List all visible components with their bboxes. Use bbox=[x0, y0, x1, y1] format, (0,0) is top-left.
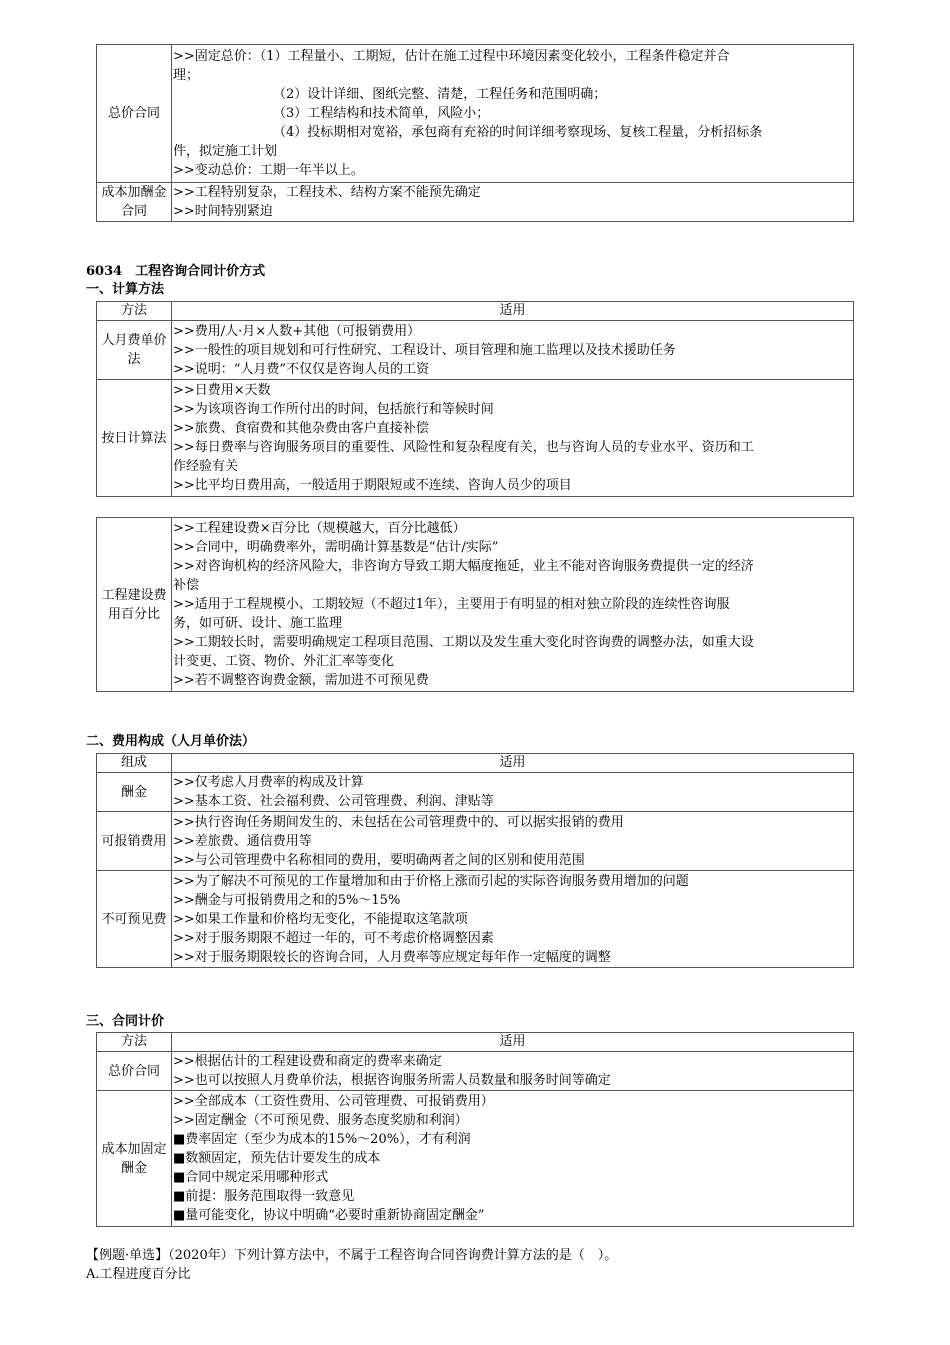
header-col2: 适用 bbox=[172, 1033, 854, 1052]
percentage-method-table bbox=[96, 517, 854, 692]
section3-title: 三、合同计价 bbox=[86, 1014, 165, 1029]
example-option-a: A.工程进度百分比 bbox=[86, 1267, 191, 1282]
row-label: 工程建设费用百分比 bbox=[97, 518, 172, 692]
row-content: >>工程特别复杂，工程技术、结构方案不能预先确定 >>时间特别紧迫 bbox=[172, 183, 854, 222]
row-label: 不可预见费 bbox=[97, 871, 172, 968]
row-content: >>执行咨询任务期间发生的、未包括在公司管理费中的、可以据实报销的费用 >>差旅费、通信费用等 >>与公司管理费中名称相同的费用，要明确两者之间的区别和使用范围 bbox=[172, 812, 854, 871]
table-header bbox=[97, 302, 854, 321]
header-col1: 方法 bbox=[97, 302, 172, 321]
header-col1: 组成 bbox=[97, 754, 172, 773]
header-col1: 方法 bbox=[97, 1033, 172, 1052]
row-content: >>固定总价：（1）工程量小、工期短，估计在施工过程中环境因素变化较小，工程条件稳定并合 理； （2）设计详细、图纸完整、清楚，工程任务和范围明确； （3）工程结构和技术简单，风险小； （4）投标期相对宽裕，承包商有充裕的时间详细考察现场、复核工程量，分析招标条 件，拟定施工计划 >>变动总价：工期一年半以上。 bbox=[172, 45, 854, 183]
table-row bbox=[97, 380, 854, 497]
contract-pricing-table bbox=[96, 1032, 854, 1227]
section-6034-title: 6034 工程咨询合同计价方式 bbox=[86, 264, 266, 279]
example-question: 【例题·单选】（2020年）下列计算方法中，不属于工程咨询合同咨询费计算方法的是（ ）。 bbox=[86, 1248, 618, 1263]
contract-type-table bbox=[96, 44, 854, 222]
section1-title: 一、计算方法 bbox=[86, 282, 165, 297]
section2-title: 二、费用构成（人月单价法） bbox=[86, 734, 256, 749]
row-content: >>仅考虑人月费率的构成及计算 >>基本工资、社会福利费、公司管理费、利润、津贴等 bbox=[172, 773, 854, 812]
row-content: >>全部成本（工资性费用、公司管理费、可报销费用） >>固定酬金（不可预见费、服务态度奖励和利润） ■费率固定（至少为成本的15%～20%），才有利润 ■数额固定，预先估计要发生的成本 ■合同中规定采用哪种形式 ■前提：服务范围取得一致意见 ■量可能变化，协议中明确“必要时重新协商固定酬金” bbox=[172, 1091, 854, 1227]
table-row bbox=[97, 773, 854, 812]
row-content: >>日费用×天数 >>为该项咨询工作所付出的时间，包括旅行和等候时间 >>旅费、食宿费和其他杂费由客户直接补偿 >>每日费率与咨询服务项目的重要性、风险性和复杂程度有关，也与咨询人员的专业水平、资历和工 作经验有关 >>比平均日费用高，一般适用于期限短或不连续、咨询人员少的项目 bbox=[172, 380, 854, 497]
header-col2: 适用 bbox=[172, 302, 854, 321]
table-row bbox=[97, 518, 854, 692]
row-label: 按日计算法 bbox=[97, 380, 172, 497]
row-label: 成本加固定酬金 bbox=[97, 1091, 172, 1227]
row-label: 总价合同 bbox=[97, 45, 172, 183]
table-row bbox=[97, 45, 854, 183]
row-content: >>为了解决不可预见的工作量增加和由于价格上涨而引起的实际咨询服务费用增加的问题 >>酬金与可报销费用之和的5%～15% >>如果工作量和价格均无变化，不能提取这笔款项 >>对于服务期限不超过一年的，可不考虑价格调整因素 >>对于服务期限较长的咨询合同，人月费率等应规定每年作一定幅度的调整 bbox=[172, 871, 854, 968]
header-col2: 适用 bbox=[172, 754, 854, 773]
row-label: 成本加酬金合同 bbox=[97, 183, 172, 222]
row-content: >>工程建设费×百分比（规模越大，百分比越低） >>合同中，明确费率外，需明确计算基数是“估计/实际” >>对咨询机构的经济风险大，非咨询方导致工期大幅度拖延，业主不能对咨询服务费提供一定的经济 补偿 >>适用于工程规模小、工期较短（不超过1年），主要用于有明显的相对独立阶段的连续性咨询服 务，如可研、设计、施工监理 >>工期较长时，需要明确规定工程项目范围、工期以及发生重大变化时咨询费的调整办法，如重大设 计变更、工资、物价、外汇汇率等变化 >>若不调整咨询费金额，需加进不可预见费 bbox=[172, 518, 854, 692]
table-row bbox=[97, 183, 854, 222]
calc-method-table bbox=[96, 301, 854, 497]
row-content: >>根据估计的工程建设费和商定的费率来确定 >>也可以按照人月费单价法，根据咨询服务所需人员数量和服务时间等确定 bbox=[172, 1052, 854, 1091]
row-label: 总价合同 bbox=[97, 1052, 172, 1091]
table-row bbox=[97, 871, 854, 968]
row-label: 可报销费用 bbox=[97, 812, 172, 871]
cost-composition-table bbox=[96, 753, 854, 968]
table-row bbox=[97, 1091, 854, 1227]
row-content: >>费用/人·月×人数+其他（可报销费用） >>一般性的项目规划和可行性研究、工程设计、项目管理和施工监理以及技术援助任务 >>说明：“人月费”不仅仅是咨询人员的工资 bbox=[172, 321, 854, 380]
table-row bbox=[97, 1052, 854, 1091]
row-label: 人月费单价法 bbox=[97, 321, 172, 380]
table-row bbox=[97, 812, 854, 871]
table-header bbox=[97, 1033, 854, 1052]
row-label: 酬金 bbox=[97, 773, 172, 812]
table-row bbox=[97, 321, 854, 380]
table-header bbox=[97, 754, 854, 773]
